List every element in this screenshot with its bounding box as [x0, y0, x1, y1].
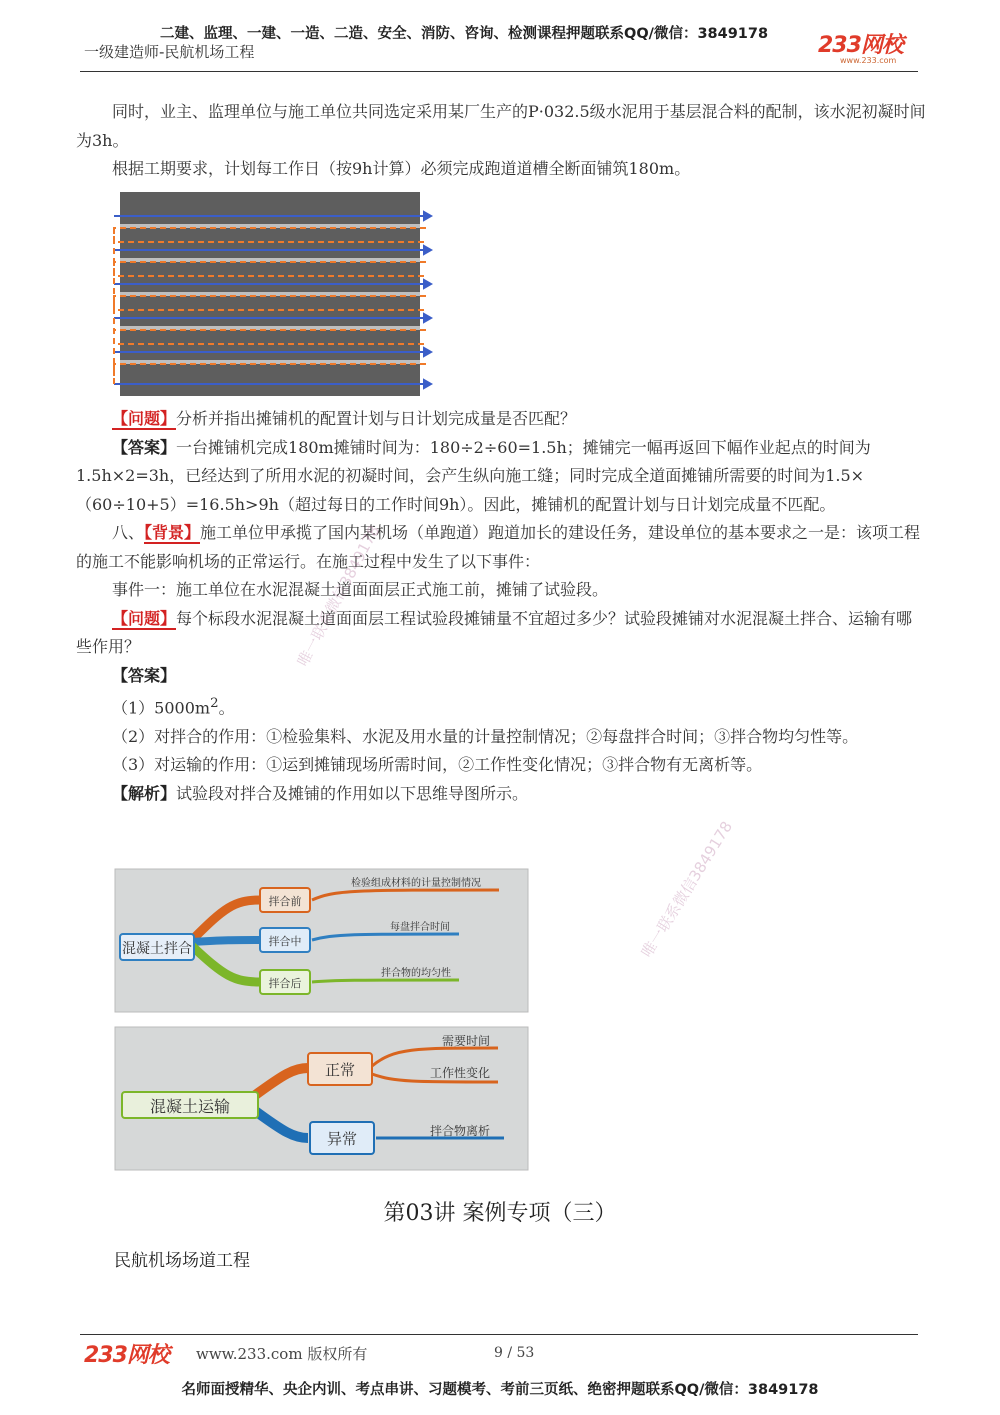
node-abnormal-label: 异常 [326, 1130, 358, 1148]
root-label: 混凝土运输 [149, 1097, 231, 1116]
analysis [76, 780, 926, 809]
case-8-background [76, 519, 926, 576]
branch-during [192, 940, 260, 942]
node-normal-label: 正常 [324, 1061, 356, 1079]
transport-mindmap [114, 1026, 529, 1171]
answer-2-item-1: $(1)5000m^2$。 [112, 696, 235, 718]
question-1 [76, 405, 926, 434]
question-tag: 【问题】 [112, 409, 177, 428]
paragraph-schedule: 根据工期要求，计划每工作日（按9h计算）必须完成跑道道槽全断面铺筑180m。 [112, 159, 691, 178]
document-subject: 一级建造师-民航机场工程 [84, 43, 255, 61]
question-1-block [76, 405, 926, 808]
footer-banner: 名师面授精华、央企内训、考点串讲、习题模考、考前三页纸、绝密押题联系QQ/微信：3849178 [181, 1382, 819, 1398]
leaf-workability: 工作性变化 [429, 1066, 491, 1080]
watermark-1: 唯一联系微信3849178 [293, 522, 384, 670]
leaf-after: 拌合物的均匀性 [381, 968, 451, 979]
answer-tag: 【答案】 [112, 665, 177, 685]
node-after-label: 拌合后 [268, 977, 302, 990]
question-tag: 【问题】 [112, 608, 177, 628]
leaf-during: 每盘拌合时间 [390, 922, 450, 933]
question-text: 每个标段水泥混凝土道面面层工程试验段摊铺量不宜超过多少？试验段摊铺对水泥混凝土拌合、运输有哪些作用？ [76, 608, 913, 656]
node-during-label: 拌合中 [268, 935, 302, 948]
paragraph-cement: 同时，业主、监理单位与施工单位共同选定采用某厂生产的P·032.5级水泥用于基层混合料的配制，该水泥初凝时间为3h。 [76, 102, 926, 150]
answer-2-item-2: （2）对拌合的作用：①检验集料、水泥及用水量的计量控制情况；②每盘拌合时间；③拌合物均匀性等。 [112, 726, 859, 746]
analysis-tag: 【解析】 [112, 783, 177, 803]
leaf-segregation: 拌合物离析 [429, 1124, 491, 1138]
footer-logo: 233网校 [84, 1343, 169, 1368]
mixing-mindmap [114, 868, 529, 1013]
leaf-time: 需要时间 [441, 1034, 491, 1048]
analysis-text: 试验段对拌合及摊铺的作用如以下思维导图所示。 [176, 783, 529, 803]
copyright-text: www.233.com 版权所有 [196, 1345, 368, 1363]
case-number: 八、 [112, 523, 145, 542]
lecture-title: 第03讲 案例专项（三） [383, 1201, 617, 1226]
logo-text: 233网校 [818, 33, 903, 58]
answer-2-tag [76, 662, 926, 691]
watermark-2: 唯一联系微信3849178 [637, 818, 737, 961]
intro-text [76, 98, 926, 184]
event-1: 事件一：施工单位在水泥混凝土道面面层正式施工前，摊铺了试验段。 [112, 580, 609, 599]
answer-1 [76, 434, 926, 520]
footer-rule [80, 1334, 918, 1335]
leaf-before: 检验组成材料的计量控制情况 [351, 878, 481, 889]
answer-tag: 【答案】 [112, 437, 177, 457]
answer-text: 一台摊铺机完成180m摊铺时间为：180÷2÷60=1.5h；摊铺完一幅再返回下幅作业起点的时间为1.5h×2=3h，已经达到了所用水泥的初凝时间，会产生纵向施工缝；同时完成全道面摊铺所需要的时间为1.5×（60÷10+5）=16.5h>9h（超过每日的工作时间9h）。因此，摊铺机的配置计划与日计划完成量不匹配。 [76, 437, 871, 514]
question-text: 分析并指出摊铺机的配置计划与日计划完成量是否匹配？ [176, 409, 577, 428]
logo-url: www.233.com [840, 56, 897, 65]
header-rule [80, 71, 918, 72]
node-before-label: 拌合前 [268, 895, 302, 908]
paving-lanes-figure [110, 188, 435, 398]
background-tag: 【背景】 [144, 523, 201, 542]
question-2 [76, 605, 926, 662]
page-number: 9 / 53 [494, 1345, 535, 1361]
background-text: 施工单位甲承揽了国内某机场（单跑道）跑道加长的建设任务，建设单位的基本要求之一是：该项工程的施工不能影响机场的正常运行。在施工过程中发生了以下事件： [76, 523, 921, 571]
answer-2-item-3: （3）对运输的作用：①运到摊铺现场所需时间，②工作性变化情况；③拌合物有无离析等。 [112, 755, 763, 775]
lecture-subtitle: 民航机场场道工程 [114, 1251, 250, 1271]
brand-logo [818, 28, 918, 65]
header-banner: 二建、监理、一建、一造、二造、安全、消防、咨询、检测课程押题联系QQ/微信：3849178 [160, 26, 769, 42]
root-label: 混凝土拌合 [122, 941, 192, 957]
